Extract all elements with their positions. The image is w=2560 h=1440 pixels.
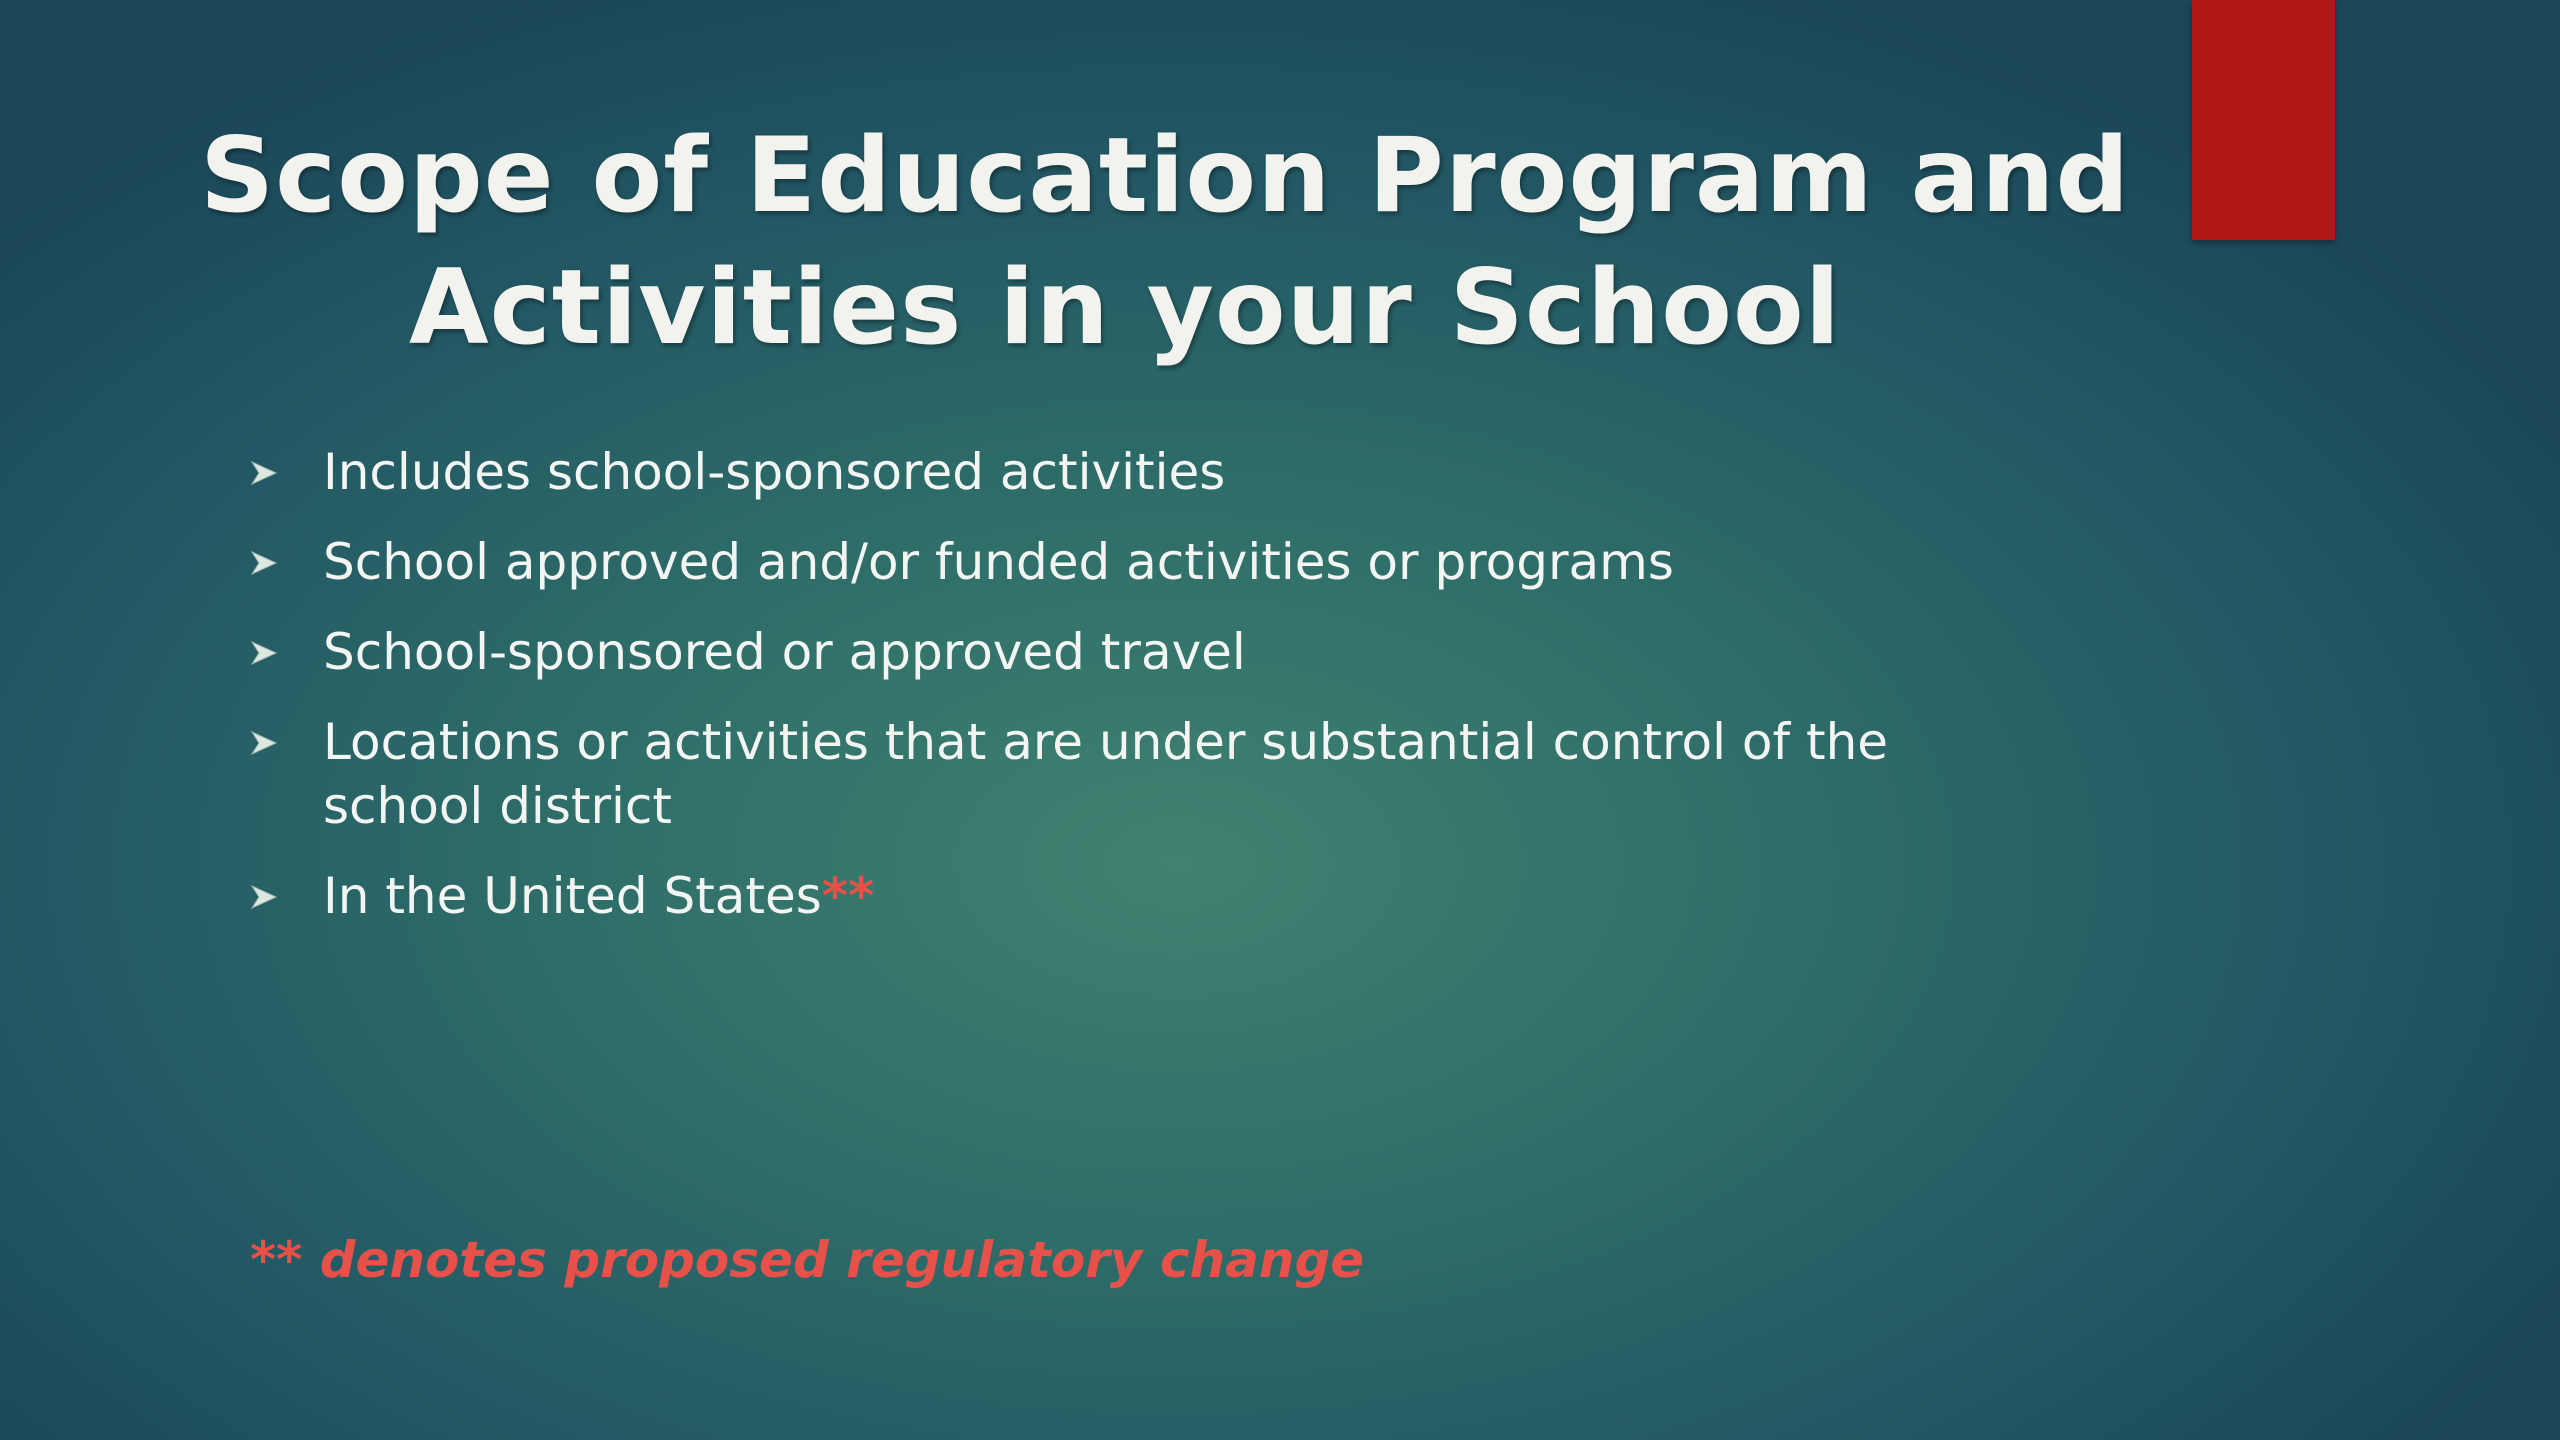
slide-title — [200, 110, 2131, 374]
bullet-text: School-sponsored or approved travel — [323, 623, 1246, 681]
bullet-list — [250, 440, 2050, 954]
proposed-change-marker: ** — [821, 867, 875, 925]
arrow-bullet-icon — [250, 460, 278, 486]
bullet-text: School approved and/or funded activities or programs — [323, 533, 1674, 591]
arrow-bullet-icon — [250, 640, 278, 666]
bullet-text: Locations or activities that are under substantial control of the school district — [323, 713, 1889, 835]
bullet-text: In the United States — [323, 867, 822, 925]
arrow-bullet-icon — [250, 550, 278, 576]
bullet-text: Includes school-sponsored activities — [323, 443, 1226, 501]
arrow-bullet-icon — [250, 884, 278, 910]
slide-title-line-2: Activities in your School — [408, 248, 1842, 368]
bullet-item — [250, 864, 2050, 928]
bullet-item — [250, 710, 2050, 838]
bullet-item — [250, 440, 2050, 504]
arrow-bullet-icon — [250, 730, 278, 756]
accent-tab — [2192, 0, 2335, 240]
slide-title-line-1: Scope of Education Program and — [200, 116, 2131, 236]
bullet-item — [250, 620, 2050, 684]
bullet-item — [250, 530, 2050, 594]
footnote: ** denotes proposed regulatory change — [250, 1231, 1365, 1289]
